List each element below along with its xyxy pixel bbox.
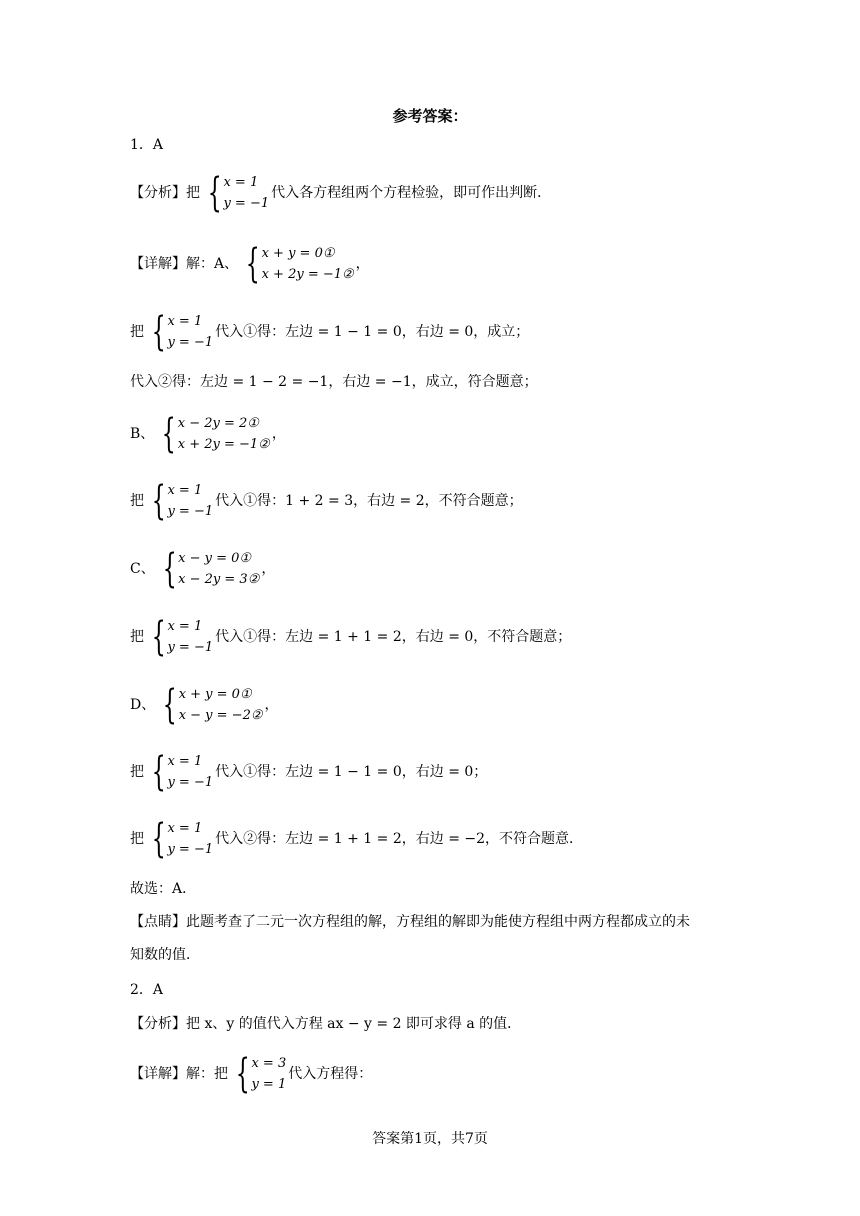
q1-D-check2: 把 { x = 1 y = −1 代入②得：左边 = 1 + 1 = 2，右边 = −2，不符合题意． (130, 816, 584, 862)
equation-system-B: { x − 2y = 2① x + 2y = −1② (162, 411, 270, 457)
q1-A-check1: 把 { x = 1 y = −1 代入①得：左边 = 1 − 1 = 0，右边 = 0，成立； (130, 309, 530, 355)
q2-detail: 【详解】解：把 { x = 3 y = 1 代入方程得： (130, 1051, 373, 1097)
q1-B-check1: 把 { x = 1 y = −1 代入①得：1 + 2 = 3，右边 = 2，不符合题意； (130, 478, 523, 524)
q1-answer: 1．A (130, 137, 164, 153)
q1-A-check2: 代入②得：左边 = 1 − 2 = −1，右边 = −1，成立，符合题意； (130, 374, 538, 390)
page-title: 参考答案： (392, 107, 468, 125)
equation-system: { x = 1 y = −1 (207, 170, 270, 216)
analysis-prefix: 【分析】把 (130, 185, 200, 201)
q1-detail-D: D、 { x + y = 0① x − y = −2② ， (130, 682, 279, 728)
q1-comment-line2: 知数的值． (130, 947, 200, 963)
equation-system-q2: { x = 3 y = 1 (235, 1051, 287, 1097)
q1-detail-B: B、 { x − 2y = 2① x + 2y = −1② ， (130, 411, 286, 457)
q1-detail-A: 【详解】解：A、 { x + y = 0① x + 2y = −1② ， (130, 241, 370, 287)
q1-D-check1: 把 { x = 1 y = −1 代入①得：左边 = 1 − 1 = 0，右边 = 0； (130, 749, 488, 795)
q1-choice: 故选：A． (130, 881, 197, 897)
equation-system-D: { x + y = 0① x − y = −2② (162, 682, 263, 728)
q1-analysis (130, 172, 551, 214)
analysis-suffix: 代入各方程组两个方程检验，即可作出判断． (271, 185, 552, 201)
page-footer: 答案第1页，共7页 (372, 1131, 488, 1147)
q1-C-check1: 把 { x = 1 y = −1 代入①得：左边 = 1 + 1 = 2，右边 = 0，不符合题意； (130, 614, 572, 660)
q2-answer: 2．A (130, 982, 164, 998)
q2-analysis: 【分析】把 x、y 的值代入方程 ax − y = 2 即可求得 a 的值． (130, 1016, 522, 1032)
q1-comment-line1: 【点睛】此题考查了二元一次方程组的解，方程组的解即为能使方程组中两方程都成立的未 (130, 914, 690, 930)
equation-system-C: { x − y = 0① x − 2y = 3② (162, 546, 260, 592)
q1-detail-C: C、 { x − y = 0① x − 2y = 3② ， (130, 546, 276, 592)
equation-system-A: { x + y = 0① x + 2y = −1② (245, 241, 354, 287)
